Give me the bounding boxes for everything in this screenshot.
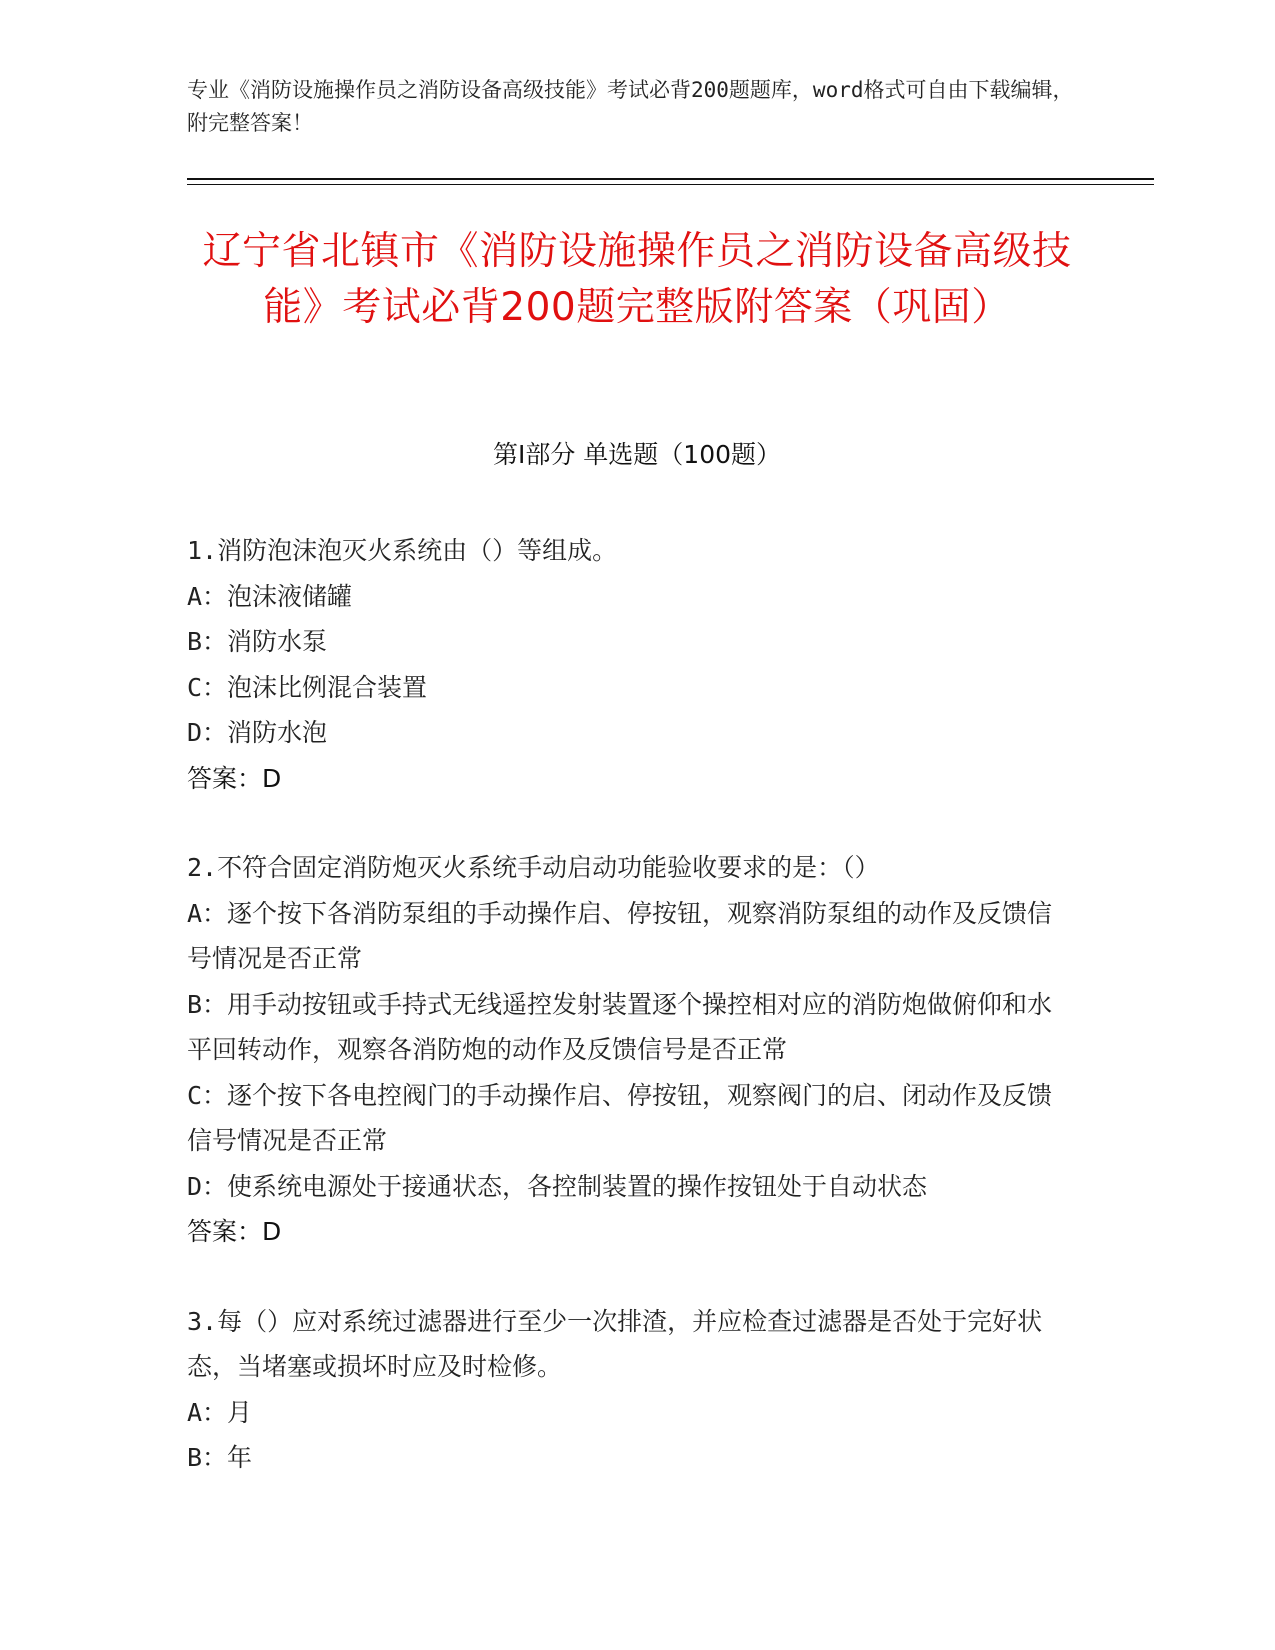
question-stem: 1.消防泡沫泡灭火系统由（）等组成。 xyxy=(187,536,618,565)
question-stem: 2.不符合固定消防炮灭火系统手动启动功能验收要求的是：（） xyxy=(187,853,880,882)
question-list xyxy=(187,528,1077,1525)
option-b: B：年 xyxy=(187,1443,253,1472)
option-c: C：泡沫比例混合装置 xyxy=(187,672,428,702)
question-2 xyxy=(187,845,1077,1255)
option-d: D：使系统电源处于接通状态，各控制装置的操作按钮处于自动状态 xyxy=(187,1171,928,1201)
header-divider-thin xyxy=(187,184,1154,185)
answer-line: 答案：D xyxy=(187,1217,282,1246)
header-note: 专业《消防设施操作员之消防设备高级技能》考试必背200题题库，word格式可自由下载编辑，附完整答案！ xyxy=(187,78,1074,135)
question-1 xyxy=(187,528,1077,801)
question-stem: 3.每（）应对系统过滤器进行至少一次排渣，并应检查过滤器是否处于完好状态，当堵塞或损坏时应及时检修。 xyxy=(187,1306,1043,1381)
section-heading: 第I部分 单选题（100题） xyxy=(492,440,782,469)
header-divider-thick xyxy=(187,178,1154,180)
question-3 xyxy=(187,1299,1077,1481)
option-a: A：逐个按下各消防泵组的手动操作启、停按钮，观察消防泵组的动作及反馈信号情况是否正常 xyxy=(187,898,1053,973)
document-title: 辽宁省北镇市《消防设施操作员之消防设备高级技能》考试必背200题完整版附答案（巩固） xyxy=(202,229,1072,330)
option-b: B：消防水泵 xyxy=(187,627,328,656)
answer-line: 答案：D xyxy=(187,763,282,793)
option-a: A：月 xyxy=(187,1397,253,1427)
option-c: C：逐个按下各电控阀门的手动操作启、停按钮，观察阀门的启、闭动作及反馈信号情况是否正常 xyxy=(187,1080,1053,1155)
option-a: A：泡沫液储罐 xyxy=(187,581,353,611)
option-b: B：用手动按钮或手持式无线遥控发射装置逐个操控相对应的消防炮做俯仰和水平回转动作，观察各消防炮的动作及反馈信号是否正常 xyxy=(187,989,1053,1064)
option-d: D：消防水泡 xyxy=(187,718,328,747)
